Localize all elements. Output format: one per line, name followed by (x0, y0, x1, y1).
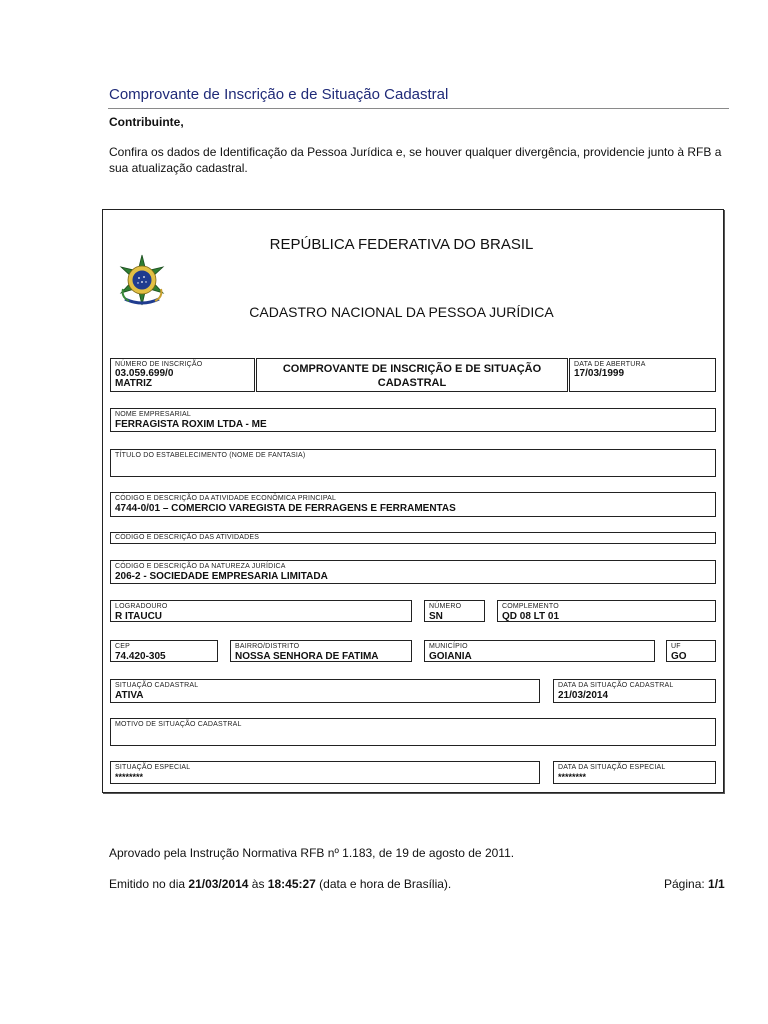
intro-text: Confira os dados de Identificação da Pessoa Jurídica e, se houver qualquer divergência, providencie junto à RFB a sua atualização cadastral. (109, 145, 722, 175)
atividade-principal-value: 4744-0/01 – COMERCIO VAREGISTA DE FERRAGENS E FERRAMENTAS (115, 503, 456, 514)
nome-empresarial-field (110, 408, 716, 432)
page-title: Comprovante de Inscrição e de Situação Cadastral (109, 86, 449, 103)
atividade-principal-label: CÓDIGO E DESCRIÇÃO DA ATIVIDADE ECONÔMICA PRINCIPAL (115, 495, 337, 502)
emission-note (109, 877, 451, 891)
page-number (664, 877, 725, 891)
approval-note: Aprovado pela Instrução Normativa RFB nº 1.183, de 19 de agosto de 2011. (109, 846, 515, 860)
motivo-situacao-label: MOTIVO DE SITUAÇÃO CADASTRAL (115, 721, 242, 728)
natureza-juridica-value: 206-2 - SOCIEDADE EMPRESARIA LIMITADA (115, 571, 328, 582)
bairro-value: NOSSA SENHORA DE FATIMA (235, 651, 379, 662)
situacao-especial-label: SITUAÇÃO ESPECIAL (115, 764, 191, 771)
abertura-label: DATA DE ABERTURA (574, 361, 646, 368)
numero-value: SN (429, 611, 443, 622)
abertura-value: 17/03/1999 (574, 368, 625, 379)
numero-label: NÚMERO (429, 603, 462, 610)
atividades-label: CÓDIGO E DESCRIÇÃO DAS ATIVIDADES (115, 534, 260, 541)
complemento-label: COMPLEMENTO (502, 603, 559, 610)
municipio-value: GOIANIA (429, 651, 472, 662)
comprovante-title-box (256, 358, 568, 392)
complemento-field (497, 600, 716, 622)
nome-fantasia-field (110, 449, 716, 477)
atividade-principal-field (110, 492, 716, 517)
uf-field (666, 640, 716, 662)
registry-heading: CADASTRO NACIONAL DA PESSOA JURÍDICA (249, 304, 554, 320)
natureza-juridica-label: CÓDIGO E DESCRIÇÃO DA NATUREZA JURÍDICA (115, 563, 286, 570)
cep-value: 74.420-305 (115, 651, 166, 662)
cep-label: CEP (115, 643, 130, 650)
complemento-value: QD 08 LT 01 (502, 611, 560, 622)
situacao-especial-value: ******** (115, 772, 144, 782)
emission-date: 21/03/2014 (188, 877, 249, 891)
uf-value: GO (671, 651, 687, 662)
emission-mid: às (248, 877, 268, 891)
comprovante-title: COMPROVANTE DE INSCRIÇÃO E DE SITUAÇÃO CADASTRAL (282, 363, 542, 389)
page-value: 1/1 (708, 877, 725, 891)
inscricao-value: 03.059.699/0 (115, 368, 174, 379)
nome-fantasia-label: TÍTULO DO ESTABELECIMENTO (NOME DE FANTASIA) (115, 452, 306, 459)
situacao-cadastral-label: SITUAÇÃO CADASTRAL (115, 682, 199, 689)
municipio-label: MUNICÍPIO (429, 643, 468, 650)
emission-prefix: Emitido no dia (109, 877, 189, 891)
emission-time: 18:45:27 (267, 877, 316, 891)
situacao-especial-field (110, 761, 540, 784)
greeting: Contribuinte, (109, 115, 184, 129)
abertura-field (569, 358, 716, 392)
municipio-field (424, 640, 655, 662)
data-situacao-label: DATA DA SITUAÇÃO CADASTRAL (558, 682, 674, 689)
natureza-juridica-field (110, 560, 716, 584)
logradouro-label: LOGRADOURO (115, 603, 168, 610)
republic-heading: REPÚBLICA FEDERATIVA DO BRASIL (269, 236, 534, 253)
data-situacao-value: 21/03/2014 (558, 690, 609, 701)
nome-empresarial-label: NOME EMPRESARIAL (115, 411, 191, 418)
page-label: Página: (664, 877, 709, 891)
cep-field (110, 640, 218, 662)
motivo-situacao-field (110, 718, 716, 746)
inscricao-type: MATRIZ (115, 378, 153, 389)
logradouro-value: R ITAUCU (115, 611, 163, 622)
numero-field (424, 600, 485, 622)
situacao-cadastral-field (110, 679, 540, 703)
data-especial-label: DATA DA SITUAÇÃO ESPECIAL (558, 764, 666, 771)
atividades-field (110, 532, 716, 544)
nome-empresarial-value: FERRAGISTA ROXIM LTDA - ME (115, 419, 267, 430)
emission-suffix: (data e hora de Brasília). (315, 877, 452, 891)
brazil-coat-of-arms-icon (115, 253, 169, 307)
logradouro-field (110, 600, 412, 622)
uf-label: UF (671, 643, 681, 650)
bairro-field (230, 640, 412, 662)
data-especial-field (553, 761, 716, 784)
title-divider (108, 108, 729, 109)
data-especial-value: ******** (558, 772, 587, 782)
bairro-label: BAIRRO/DISTRITO (235, 643, 300, 650)
data-situacao-field (553, 679, 716, 703)
inscricao-field (110, 358, 255, 392)
situacao-cadastral-value: ATIVA (115, 690, 144, 701)
inscricao-label: NÚMERO DE INSCRIÇÃO (115, 361, 203, 368)
